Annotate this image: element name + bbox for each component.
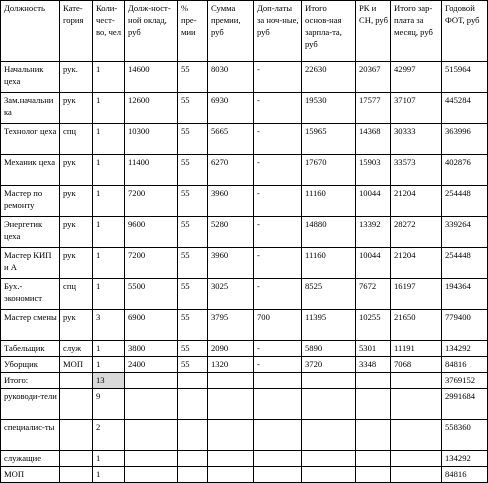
table-cell: рук. <box>60 62 93 93</box>
table-cell: - <box>254 248 302 279</box>
table-cell: 3795 <box>208 310 254 341</box>
table-cell: 7068 <box>391 357 442 373</box>
table-cell: 2090 <box>208 341 254 357</box>
table-cell: Мастер КИП и А <box>1 248 60 279</box>
table-cell: Мастер по ремонту <box>1 186 60 217</box>
table-cell: 1 <box>93 155 125 186</box>
table-row <box>1 451 488 467</box>
table-cell: Бух.-экономист <box>1 279 60 310</box>
table-cell: 254448 <box>442 186 488 217</box>
table-cell: Зам.начальника <box>1 93 60 124</box>
table-cell: 21650 <box>391 310 442 341</box>
table-cell: рук <box>60 217 93 248</box>
table-cell: 55 <box>178 248 208 279</box>
table-cell <box>208 389 254 420</box>
table-cell: 7200 <box>125 186 178 217</box>
table-cell: 55 <box>178 341 208 357</box>
table-cell: 11160 <box>302 248 356 279</box>
table-cell <box>356 373 391 389</box>
table-cell: 10044 <box>356 248 391 279</box>
table-cell: 700 <box>254 310 302 341</box>
table-cell <box>254 420 302 451</box>
table-cell: 254448 <box>442 248 488 279</box>
table-cell <box>391 451 442 467</box>
table-cell: 8525 <box>302 279 356 310</box>
table-row <box>1 93 488 124</box>
table-cell: руководи-тели <box>1 389 60 420</box>
table-cell: 3960 <box>208 186 254 217</box>
table-cell: 11395 <box>302 310 356 341</box>
table-cell: 3769152 <box>442 373 488 389</box>
table-cell <box>302 373 356 389</box>
table-cell: 2400 <box>125 357 178 373</box>
table-cell: 10300 <box>125 124 178 155</box>
table-row <box>1 357 488 373</box>
table-cell: 11191 <box>391 341 442 357</box>
table-cell: 15965 <box>302 124 356 155</box>
table-cell: Механик цеха <box>1 155 60 186</box>
table-cell: 11400 <box>125 155 178 186</box>
table-cell: рук <box>60 310 93 341</box>
table-cell <box>60 451 93 467</box>
table-cell: 3720 <box>302 357 356 373</box>
table-cell: 19530 <box>302 93 356 124</box>
table-cell: 1 <box>93 124 125 155</box>
table-cell: 28272 <box>391 217 442 248</box>
table-cell: 14880 <box>302 217 356 248</box>
table-cell: 33573 <box>391 155 442 186</box>
table-cell: 7672 <box>356 279 391 310</box>
table-cell: Итого: <box>1 373 60 389</box>
table-cell: 55 <box>178 155 208 186</box>
table-cell: - <box>254 62 302 93</box>
header-cell: Долж-ност-ной оклад, руб <box>125 1 178 62</box>
table-cell <box>254 451 302 467</box>
table-cell <box>125 389 178 420</box>
table-cell: 21204 <box>391 186 442 217</box>
table-cell: 17670 <box>302 155 356 186</box>
table-cell: 1 <box>93 279 125 310</box>
table-cell: 55 <box>178 217 208 248</box>
table-cell: 558360 <box>442 420 488 451</box>
table-cell: 84816 <box>442 467 488 483</box>
table-cell: 10255 <box>356 310 391 341</box>
table-cell: 1 <box>93 357 125 373</box>
table-cell <box>208 451 254 467</box>
table-cell: 22630 <box>302 62 356 93</box>
table-row <box>1 217 488 248</box>
table-cell: 11160 <box>302 186 356 217</box>
table-cell: 3960 <box>208 248 254 279</box>
table-cell: Начальник цеха <box>1 62 60 93</box>
table-cell <box>60 389 93 420</box>
table-cell: рук <box>60 248 93 279</box>
table-row <box>1 124 488 155</box>
table-cell <box>178 389 208 420</box>
table-cell: 363996 <box>442 124 488 155</box>
table-cell: 134292 <box>442 341 488 357</box>
table-cell: 5890 <box>302 341 356 357</box>
table-cell <box>254 389 302 420</box>
table-cell <box>356 451 391 467</box>
table-cell: 16197 <box>391 279 442 310</box>
header-cell: Доп-латы за ноч-ные, руб <box>254 1 302 62</box>
table-cell: 1 <box>93 451 125 467</box>
table-cell <box>60 420 93 451</box>
table-cell: 3800 <box>125 341 178 357</box>
table-cell <box>302 389 356 420</box>
header-row <box>1 1 488 62</box>
table-cell: 5280 <box>208 217 254 248</box>
table-cell: 10044 <box>356 186 391 217</box>
table-cell <box>208 420 254 451</box>
table-cell: 15903 <box>356 155 391 186</box>
table-cell: 9600 <box>125 217 178 248</box>
table-cell <box>208 373 254 389</box>
header-cell: Сумма премии, руб <box>208 1 254 62</box>
table-cell: 30333 <box>391 124 442 155</box>
table-row <box>1 341 488 357</box>
table-cell: - <box>254 341 302 357</box>
table-cell: МОП <box>1 467 60 483</box>
table-cell: рук <box>60 93 93 124</box>
table-row <box>1 62 488 93</box>
table-cell: 6900 <box>125 310 178 341</box>
table-cell <box>178 420 208 451</box>
table-cell: 5301 <box>356 341 391 357</box>
table-cell: 1 <box>93 217 125 248</box>
table-cell: - <box>254 357 302 373</box>
table-cell: 55 <box>178 93 208 124</box>
table-cell: 1 <box>93 93 125 124</box>
table-cell: Табельщик <box>1 341 60 357</box>
table-cell: МОП <box>60 357 93 373</box>
table-cell <box>391 420 442 451</box>
table-cell: - <box>254 124 302 155</box>
table-cell: 37107 <box>391 93 442 124</box>
table-cell: 7200 <box>125 248 178 279</box>
table-cell <box>391 373 442 389</box>
table-cell <box>356 420 391 451</box>
table-cell: 3348 <box>356 357 391 373</box>
table-cell: рук <box>60 155 93 186</box>
table-cell: 55 <box>178 310 208 341</box>
table-cell <box>178 451 208 467</box>
table-row <box>1 279 488 310</box>
header-cell: Коли-чест-во, чел <box>93 1 125 62</box>
table-cell: 12600 <box>125 93 178 124</box>
table-row <box>1 248 488 279</box>
header-cell: % пре-мии <box>178 1 208 62</box>
table-cell: 1 <box>93 341 125 357</box>
table-cell: 402876 <box>442 155 488 186</box>
table-cell: 21204 <box>391 248 442 279</box>
table-cell: 84816 <box>442 357 488 373</box>
table-cell: - <box>254 217 302 248</box>
table-cell: - <box>254 186 302 217</box>
table-cell: 14368 <box>356 124 391 155</box>
table-row <box>1 420 488 451</box>
table-cell: 6270 <box>208 155 254 186</box>
table-cell: 6930 <box>208 93 254 124</box>
table-cell: 194364 <box>442 279 488 310</box>
table-cell: Энергетик цеха <box>1 217 60 248</box>
table-cell: 55 <box>178 357 208 373</box>
table-cell: 13392 <box>356 217 391 248</box>
table-cell: 3 <box>93 310 125 341</box>
table-cell: 13 <box>93 373 125 389</box>
table-cell: специалис-ты <box>1 420 60 451</box>
header-cell: Итого основ-ная зарпла-та, руб <box>302 1 356 62</box>
table-cell: 42997 <box>391 62 442 93</box>
table-cell <box>356 389 391 420</box>
table-cell: 55 <box>178 186 208 217</box>
header-cell: Кате-гория <box>60 1 93 62</box>
table-cell <box>391 389 442 420</box>
table-row <box>1 310 488 341</box>
table-cell: 1 <box>93 186 125 217</box>
table-cell: 3025 <box>208 279 254 310</box>
table-cell: 2 <box>93 420 125 451</box>
table-cell: 1320 <box>208 357 254 373</box>
table-cell: 9 <box>93 389 125 420</box>
table-cell <box>302 451 356 467</box>
table-cell: 779400 <box>442 310 488 341</box>
table-body <box>1 62 488 483</box>
table-cell <box>302 420 356 451</box>
table-cell: - <box>254 93 302 124</box>
table-row <box>1 186 488 217</box>
table-cell: 445284 <box>442 93 488 124</box>
table-cell: 2991684 <box>442 389 488 420</box>
table-cell: 515964 <box>442 62 488 93</box>
table-row <box>1 389 488 420</box>
table-cell: 14600 <box>125 62 178 93</box>
table-cell: служащие <box>1 451 60 467</box>
table-cell <box>125 451 178 467</box>
header-cell: Должность <box>1 1 60 62</box>
table-cell: Мастер смены <box>1 310 60 341</box>
table-cell: 55 <box>178 124 208 155</box>
header-cell: Годовой ФОТ, руб <box>442 1 488 62</box>
table-cell: 134292 <box>442 451 488 467</box>
table-cell: 17577 <box>356 93 391 124</box>
table-cell: 8030 <box>208 62 254 93</box>
table-cell <box>254 373 302 389</box>
table-cell: 55 <box>178 279 208 310</box>
table-cell <box>60 373 93 389</box>
table-cell: рук <box>60 186 93 217</box>
header-cell: Итого зар-плата за месяц, руб <box>391 1 442 62</box>
table-cell: 339264 <box>442 217 488 248</box>
table-cell: 55 <box>178 62 208 93</box>
header-cell: РК и СН, руб <box>356 1 391 62</box>
table-cell: 20367 <box>356 62 391 93</box>
table-cell <box>125 373 178 389</box>
table-cell: 1 <box>93 248 125 279</box>
table-cell: Технолог цеха <box>1 124 60 155</box>
table-cell: - <box>254 279 302 310</box>
table-cell: спц <box>60 279 93 310</box>
table-cell: спц <box>60 124 93 155</box>
table-cell: 1 <box>93 62 125 93</box>
table-cell <box>125 420 178 451</box>
table-row <box>1 155 488 186</box>
table-cell: - <box>254 155 302 186</box>
table-cell: 1 <box>93 467 125 483</box>
table-row <box>1 373 488 389</box>
table-cell: Уборщик <box>1 357 60 373</box>
table-cell: 5665 <box>208 124 254 155</box>
table-cell: 5500 <box>125 279 178 310</box>
table-cell: служ <box>60 341 93 357</box>
table-cell <box>178 373 208 389</box>
